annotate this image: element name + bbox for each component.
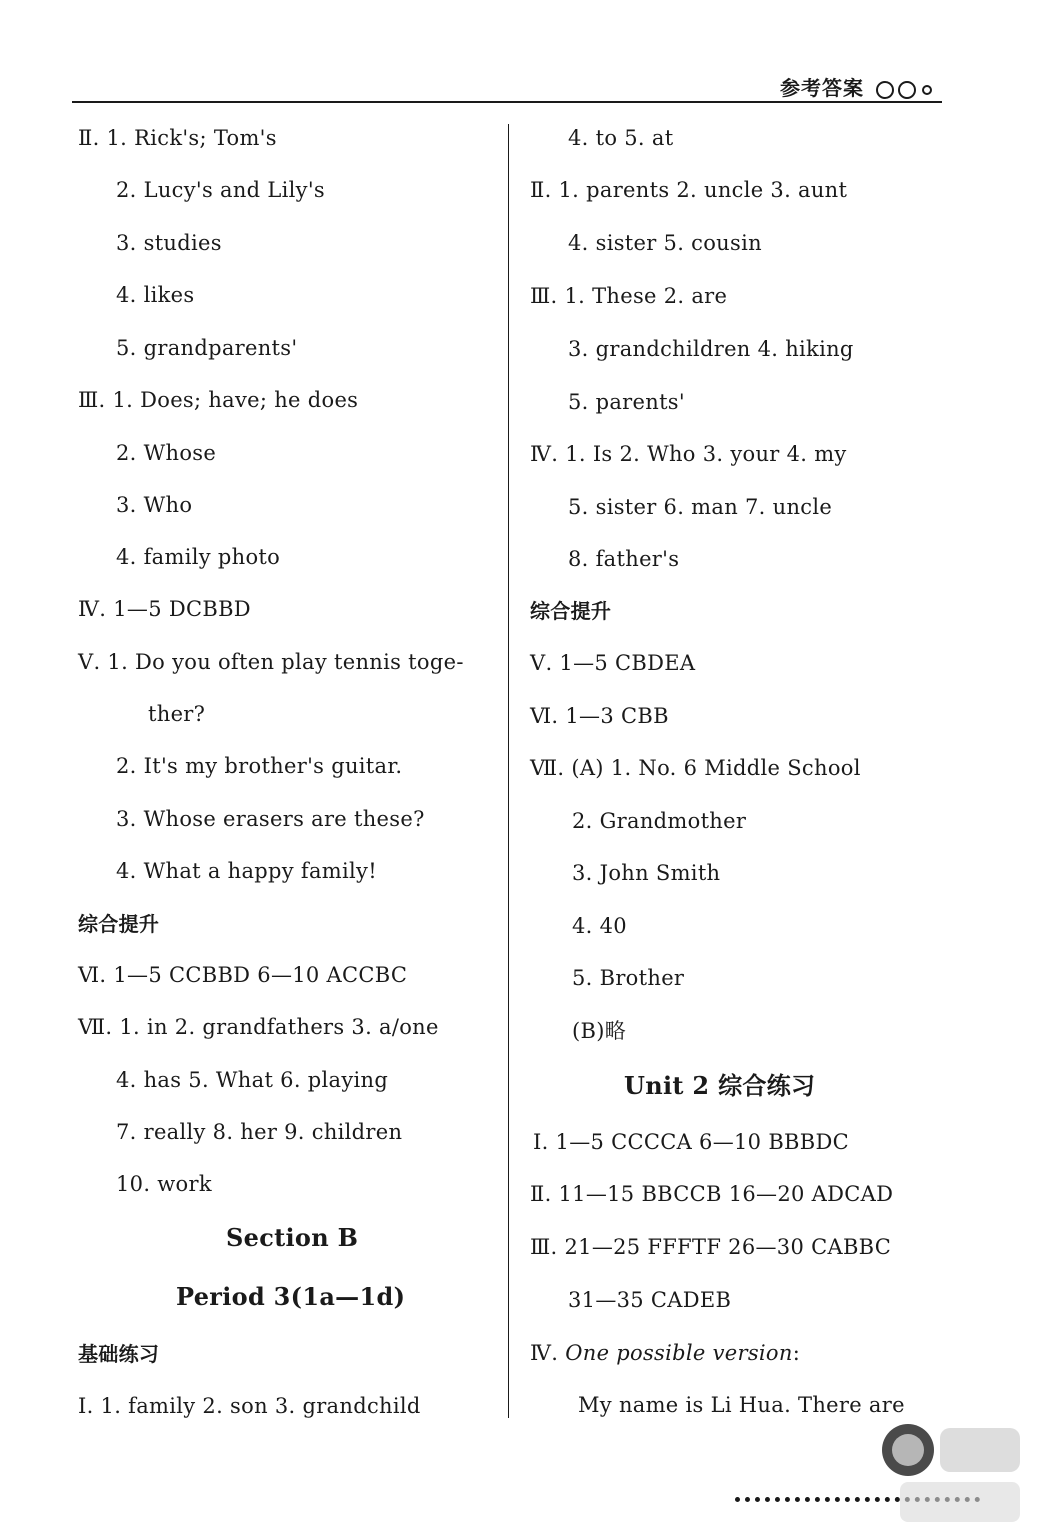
header-rule — [72, 101, 942, 103]
left-lines-item: 4. What a happy family! — [116, 859, 377, 883]
left-lines-item: Ⅵ. 1—5 CCBBD 6—10 ACCBC — [78, 963, 408, 987]
right-lines-item: (B)略 — [572, 1019, 627, 1043]
left-lines-item: ther? — [148, 702, 206, 726]
left-lines-item: 2. Whose — [116, 441, 217, 465]
left-lines-item: 4. family photo — [116, 545, 281, 569]
right-lines-item: Ⅱ. 11—15 BBCCB 16—20 ADCAD — [530, 1182, 894, 1206]
right-lines-item: 5. sister 6. man 7. uncle — [568, 495, 833, 519]
right-lines-item: 31—35 CADEB — [568, 1288, 732, 1312]
left-lines-item: Section B — [226, 1223, 359, 1252]
right-lines-item: Ⅵ. 1—3 CBB — [530, 704, 669, 728]
left-lines-item: 10. work — [116, 1172, 212, 1196]
page-header-title: 参考答案 — [780, 76, 864, 100]
left-lines-item: Ⅶ. 1. in 2. grandfathers 3. a/one — [78, 1015, 439, 1039]
left-lines-item: 2. Lucy's and Lily's — [116, 178, 325, 202]
left-lines-item: 5. grandparents' — [116, 336, 298, 360]
left-lines-item: Ⅳ. 1—5 DCBBD — [78, 597, 251, 621]
right-lines-item: 3. grandchildren 4. hiking — [568, 337, 854, 361]
right-lines-item: 4. 40 — [572, 914, 627, 938]
right-lines-item: Ⅱ. 1. parents 2. uncle 3. aunt — [530, 178, 848, 202]
right-lines-item: Unit 2 综合练习 — [624, 1071, 816, 1100]
right-lines-item: My name is Li Hua. There are — [578, 1393, 905, 1417]
watermark-logo-icon — [880, 1420, 1030, 1530]
right-lines-item: Ⅲ. 21—25 FFFTF 26—30 CABBC — [530, 1235, 892, 1259]
right-lines-item: Ⅲ. 1. These 2. are — [530, 284, 728, 308]
left-lines-item: Ⅲ. 1. Does; have; he does — [78, 388, 359, 412]
right-lines-item: 8. father's — [568, 547, 680, 571]
right-lines-item: 5. parents' — [568, 390, 685, 414]
left-lines-item: 3. Who — [116, 493, 193, 517]
right-lines-item: Ⅴ. 1—5 CBDEA — [530, 651, 696, 675]
left-lines-item: Ⅰ. 1. family 2. son 3. grandchild — [78, 1394, 421, 1418]
left-lines-item: Ⅴ. 1. Do you often play tennis toge- — [78, 650, 464, 674]
left-lines-item: 4. has 5. What 6. playing — [116, 1068, 389, 1092]
left-lines-item: 综合提升 — [78, 912, 160, 936]
right-lines-item: Ⅰ. 1—5 CCCCA 6—10 BBBDC — [533, 1130, 850, 1154]
right-lines-item: Ⅳ. 1. Is 2. Who 3. your 4. my — [530, 442, 847, 466]
right-lines-item: 5. Brother — [572, 966, 685, 990]
left-lines-item: Ⅱ. 1. Rick's; Tom's — [78, 126, 277, 150]
left-lines-item: 3. Whose erasers are these? — [116, 807, 425, 831]
right-lines-item: Ⅶ. (A) 1. No. 6 Middle School — [530, 756, 861, 780]
left-lines-item: 基础练习 — [78, 1342, 160, 1366]
right-lines-item: 4. to 5. at — [568, 126, 674, 150]
right-lines-item: 3. John Smith — [572, 861, 721, 885]
left-lines-item: 2. It's my brother's guitar. — [116, 754, 403, 778]
right-lines-item: 2. Grandmother — [572, 809, 747, 833]
right-lines-item: 4. sister 5. cousin — [568, 231, 762, 255]
right-lines-item: 综合提升 — [530, 599, 612, 623]
left-lines-item: 4. likes — [116, 283, 195, 307]
left-lines-item: Period 3(1a—1d) — [176, 1282, 406, 1311]
right-lines-item: Ⅳ. One possible version: — [530, 1341, 801, 1365]
left-lines-item: 3. studies — [116, 231, 222, 255]
column-divider — [508, 124, 509, 1418]
left-lines-item: 7. really 8. her 9. children — [116, 1120, 403, 1144]
